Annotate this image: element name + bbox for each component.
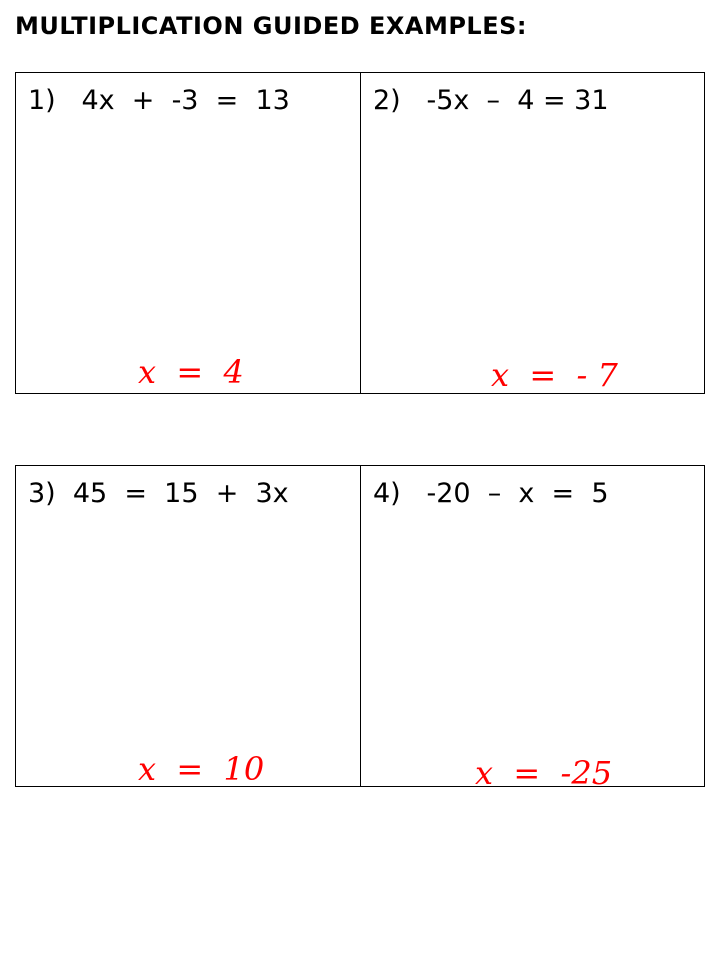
answer-4: x = -25 (475, 754, 613, 792)
answer-3: x = 10 (138, 750, 265, 788)
example-cell-2 (360, 73, 704, 393)
example-cell-3 (16, 466, 360, 786)
problem-4: 4) -20 – x = 5 (373, 478, 609, 509)
example-cell-1 (16, 73, 360, 393)
problem-2: 2) -5x – 4 = 31 (373, 85, 609, 116)
problem-3: 3) 45 = 15 + 3x (28, 478, 289, 509)
examples-grid-bottom (15, 465, 705, 792)
answer-2: x = - 7 (491, 356, 618, 394)
page-title: MULTIPLICATION GUIDED EXAMPLES: (15, 12, 527, 40)
answer-1: x = 4 (138, 353, 244, 391)
examples-grid-top (15, 72, 705, 394)
example-cell-4 (360, 466, 704, 792)
problem-1: 1) 4x + -3 = 13 (28, 85, 290, 116)
